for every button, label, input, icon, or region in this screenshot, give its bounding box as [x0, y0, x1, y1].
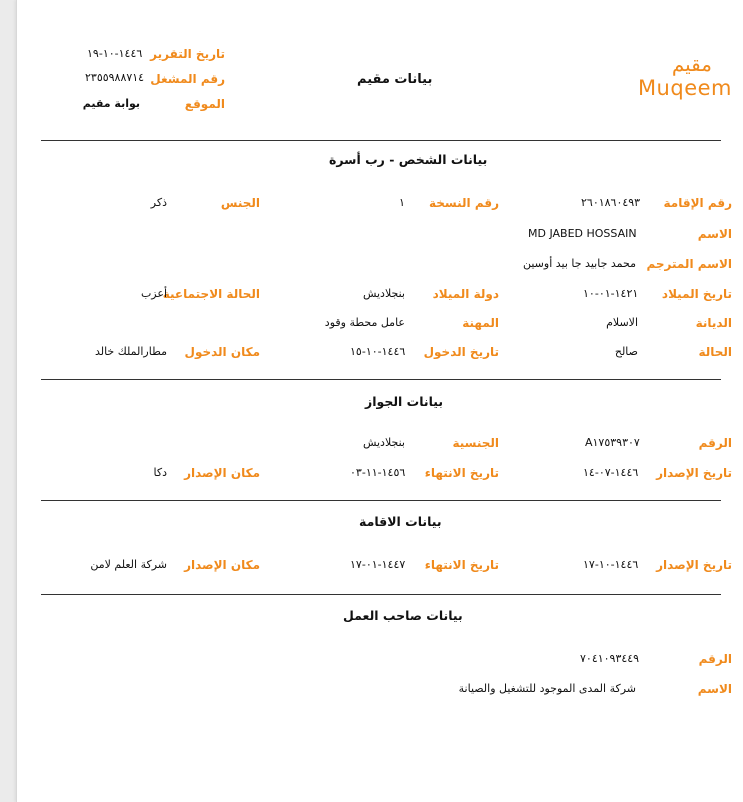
passport-expiry-label: تاريخ الانتهاء	[424, 466, 499, 480]
operator-label: رقم المشغل	[150, 72, 225, 86]
passport-issue-date-label: تاريخ الإصدار	[656, 466, 732, 480]
iqama-value: ٢٦٠١٨٦٠٤٩٣	[581, 196, 641, 209]
residency-issue-place-value: شركة العلم لامن	[90, 558, 167, 571]
passport-section-title: بيانات الجواز	[365, 394, 444, 409]
employer-number-label: الرقم	[698, 652, 732, 666]
employer-name-label: الاسم	[697, 682, 732, 696]
entry-place-value: مطارالملك خالد	[94, 345, 167, 358]
marital-status-value: أعزب	[140, 287, 167, 300]
name-value: MD JABED HOSSAIN	[528, 227, 637, 240]
nationality-value: بنجلاديش	[362, 436, 405, 449]
report-date-label: تاريخ التقرير	[150, 47, 225, 61]
status-value: صالح	[614, 345, 638, 358]
passport-number-label: الرقم	[698, 436, 732, 450]
birth-country-value: بنجلاديش	[362, 287, 405, 300]
copy-number-label: رقم النسخة	[428, 196, 499, 210]
passport-issue-place-value: دكا	[153, 466, 167, 479]
passport-issue-date-value: ١٤٤٦-٠٧-١٤	[583, 466, 639, 479]
religion-value: الاسلام	[606, 316, 638, 329]
religion-label: الديانة	[695, 316, 732, 330]
marital-status-label: الحالة الاجتماعية	[162, 287, 260, 301]
divider-header	[41, 140, 721, 141]
entry-place-label: مكان الدخول	[184, 345, 260, 359]
nationality-label: الجنسية	[452, 436, 499, 450]
residency-section-title: بيانات الاقامة	[359, 514, 442, 529]
page-title: بيانات مقيم	[357, 72, 433, 87]
logo-arabic: مقيم	[671, 52, 712, 76]
status-label: الحالة	[698, 345, 732, 359]
entry-date-value: ١٤٤٦-١٠-١٥	[350, 345, 406, 358]
entry-date-label: تاريخ الدخول	[423, 345, 499, 359]
copy-number-value: ١	[399, 196, 405, 209]
location-value: بوابة مقيم	[82, 97, 140, 110]
gender-label: الجنس	[220, 196, 260, 210]
logo-english: Muqeem	[637, 76, 732, 100]
residency-issue-date-label: تاريخ الإصدار	[656, 558, 732, 572]
divider-passport	[41, 500, 721, 501]
residency-expiry-label: تاريخ الانتهاء	[424, 558, 499, 572]
translated-name-label: الاسم المترجم	[646, 257, 732, 271]
divider-person	[41, 379, 721, 380]
gender-value: ذكر	[150, 196, 167, 209]
employer-section-title: بيانات صاحب العمل	[343, 608, 463, 623]
report-date-value: ١٤٤٦-١٠-١٩	[87, 47, 143, 60]
profession-value: عامل محطة وقود	[324, 316, 405, 329]
translated-name-value: محمد جابيد جا بيد أوسين	[522, 257, 636, 270]
location-label: الموقع	[184, 97, 225, 111]
residency-issue-date-value: ١٤٤٦-١٠-١٧	[583, 558, 639, 571]
birth-date-value: ١٤٢١-٠١-١٠	[583, 287, 639, 300]
employer-number-value: ٧٠٤١٠٩٣٤٤٩	[580, 652, 640, 665]
passport-number-value: A١٧٥٣٩٣٠٧	[585, 436, 640, 449]
passport-expiry-value: ١٤٥٦-١١-٠٣	[350, 466, 406, 479]
document-page	[16, 0, 743, 802]
birth-country-label: دولة الميلاد	[432, 287, 499, 301]
birth-date-label: تاريخ الميلاد	[661, 287, 732, 301]
person-section-title: بيانات الشخص - رب أسرة	[329, 152, 488, 167]
iqama-label: رقم الإقامة	[663, 196, 732, 210]
operator-value: ٢٣٥٥٩٨٨٧١٤	[85, 71, 145, 84]
divider-residency	[41, 594, 721, 595]
residency-issue-place-label: مكان الإصدار	[184, 558, 260, 572]
residency-expiry-value: ١٤٤٧-٠١-١٧	[350, 558, 406, 571]
profession-label: المهنة	[462, 316, 499, 330]
name-label: الاسم	[697, 227, 732, 241]
passport-issue-place-label: مكان الإصدار	[184, 466, 260, 480]
employer-name-value: شركة المدى الموجود للتشغيل والصيانة	[458, 682, 636, 695]
